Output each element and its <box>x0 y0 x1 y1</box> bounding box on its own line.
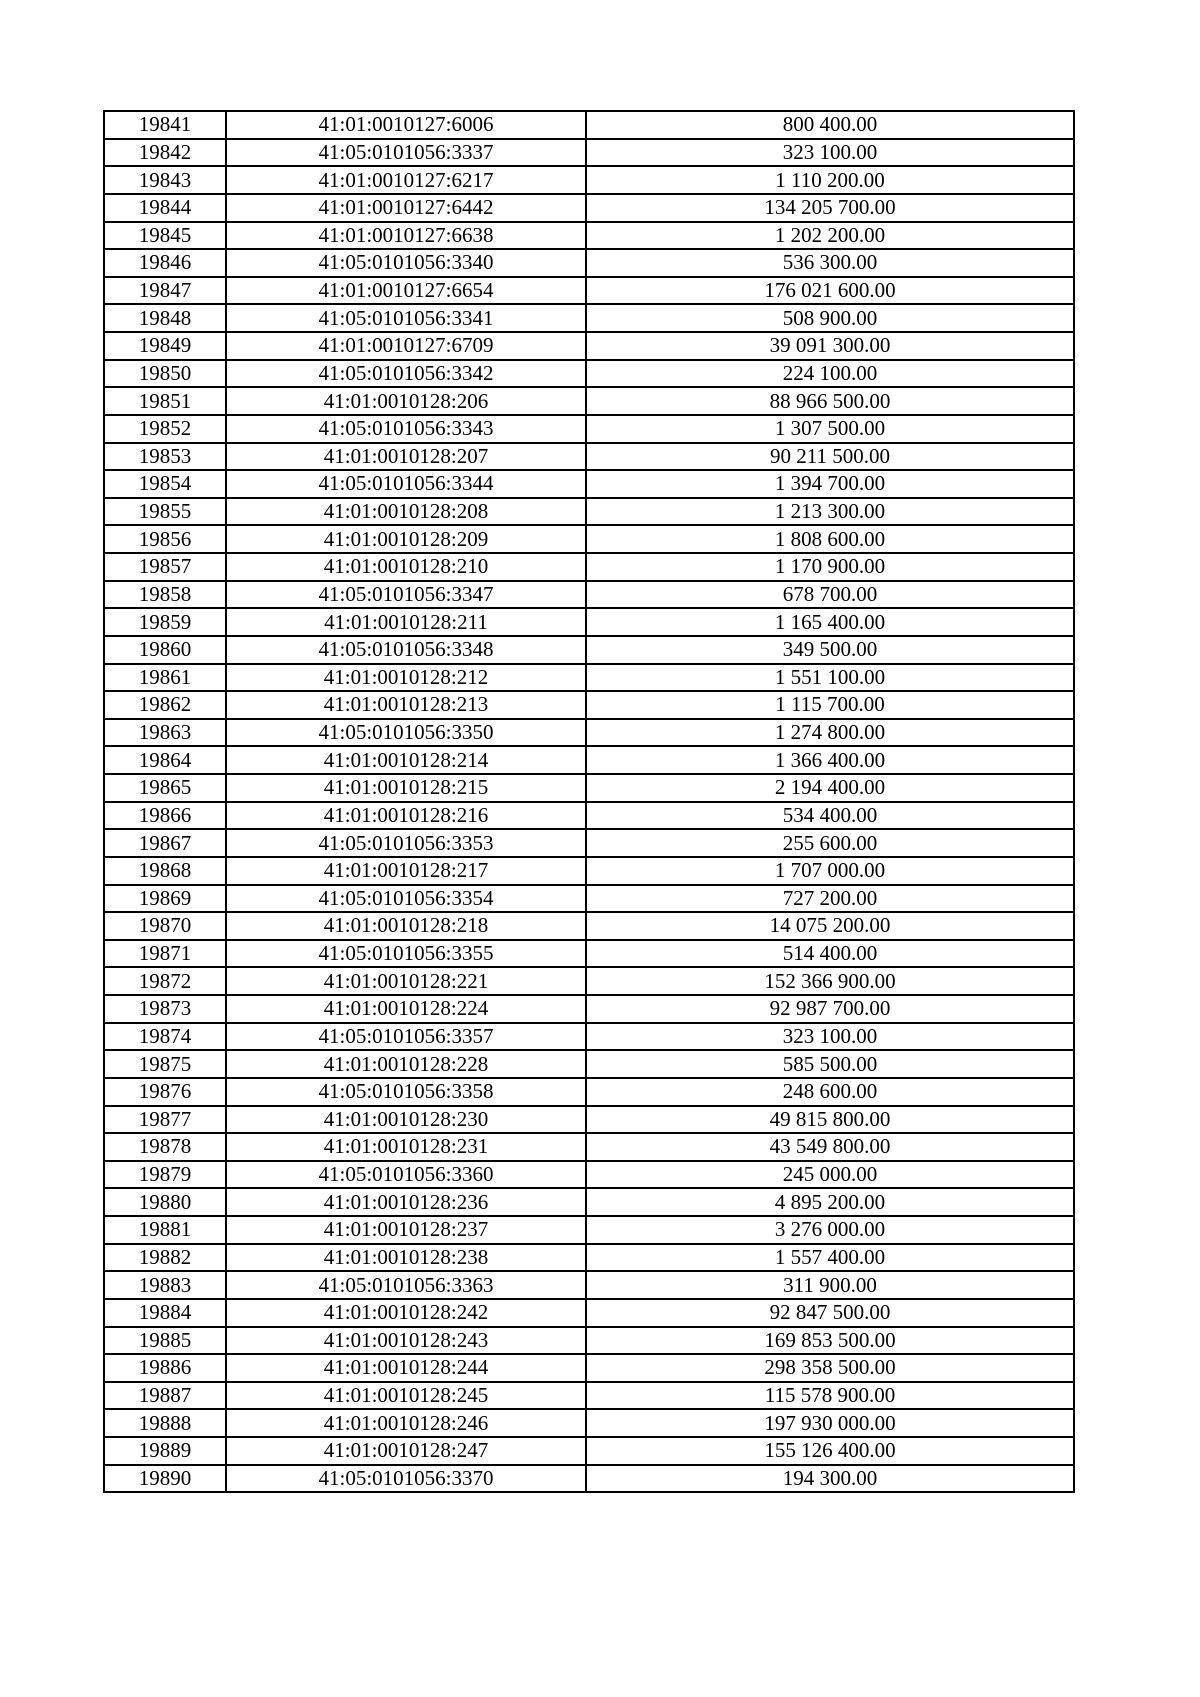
table-row <box>104 608 1074 636</box>
table-row <box>104 1161 1074 1189</box>
table-row <box>104 719 1074 747</box>
row-number-cell: 19873 <box>104 995 226 1023</box>
row-number-cell: 19851 <box>104 387 226 415</box>
table-row <box>104 691 1074 719</box>
table-row <box>104 1244 1074 1272</box>
cadastral-value-cell: 2 194 400.00 <box>586 774 1074 802</box>
table-row <box>104 1133 1074 1161</box>
cadastral-number-cell: 41:01:0010128:216 <box>226 802 586 830</box>
cadastral-value-cell: 534 400.00 <box>586 802 1074 830</box>
cadastral-number-cell: 41:05:0101056:3350 <box>226 719 586 747</box>
table-row <box>104 332 1074 360</box>
cadastral-value-cell: 39 091 300.00 <box>586 332 1074 360</box>
table-row <box>104 1409 1074 1437</box>
row-number-cell: 19857 <box>104 553 226 581</box>
table-row <box>104 166 1074 194</box>
cadastral-value-cell: 311 900.00 <box>586 1271 1074 1299</box>
cadastral-number-cell: 41:01:0010128:214 <box>226 746 586 774</box>
row-number-cell: 19878 <box>104 1133 226 1161</box>
row-number-cell: 19841 <box>104 111 226 139</box>
table-row <box>104 525 1074 553</box>
cadastral-number-cell: 41:05:0101056:3342 <box>226 360 586 388</box>
cadastral-value-cell: 1 115 700.00 <box>586 691 1074 719</box>
cadastral-number-cell: 41:01:0010128:213 <box>226 691 586 719</box>
cadastral-number-cell: 41:01:0010127:6006 <box>226 111 586 139</box>
cadastral-value-cell: 3 276 000.00 <box>586 1216 1074 1244</box>
table-row <box>104 1465 1074 1493</box>
table-row <box>104 1188 1074 1216</box>
cadastral-number-cell: 41:01:0010127:6217 <box>226 166 586 194</box>
cadastral-value-cell: 169 853 500.00 <box>586 1327 1074 1355</box>
table-row <box>104 912 1074 940</box>
cadastral-value-table <box>103 110 1075 1493</box>
cadastral-value-cell: 49 815 800.00 <box>586 1106 1074 1134</box>
table-row <box>104 1271 1074 1299</box>
cadastral-number-cell: 41:01:0010128:210 <box>226 553 586 581</box>
row-number-cell: 19849 <box>104 332 226 360</box>
table-row <box>104 1354 1074 1382</box>
cadastral-number-cell: 41:05:0101056:3360 <box>226 1161 586 1189</box>
cadastral-value-cell: 1 165 400.00 <box>586 608 1074 636</box>
cadastral-value-cell: 585 500.00 <box>586 1050 1074 1078</box>
table-row <box>104 415 1074 443</box>
row-number-cell: 19874 <box>104 1023 226 1051</box>
cadastral-number-cell: 41:01:0010128:228 <box>226 1050 586 1078</box>
cadastral-value-cell: 245 000.00 <box>586 1161 1074 1189</box>
cadastral-value-cell: 115 578 900.00 <box>586 1382 1074 1410</box>
cadastral-number-cell: 41:05:0101056:3370 <box>226 1465 586 1493</box>
cadastral-value-cell: 1 394 700.00 <box>586 470 1074 498</box>
row-number-cell: 19850 <box>104 360 226 388</box>
cadastral-number-cell: 41:05:0101056:3353 <box>226 829 586 857</box>
table-row <box>104 360 1074 388</box>
row-number-cell: 19852 <box>104 415 226 443</box>
row-number-cell: 19885 <box>104 1327 226 1355</box>
table-row <box>104 249 1074 277</box>
cadastral-number-cell: 41:01:0010128:243 <box>226 1327 586 1355</box>
cadastral-number-cell: 41:01:0010128:211 <box>226 608 586 636</box>
table-body <box>104 111 1074 1492</box>
table-row <box>104 139 1074 167</box>
cadastral-value-cell: 176 021 600.00 <box>586 277 1074 305</box>
row-number-cell: 19886 <box>104 1354 226 1382</box>
row-number-cell: 19882 <box>104 1244 226 1272</box>
cadastral-number-cell: 41:01:0010128:230 <box>226 1106 586 1134</box>
cadastral-value-cell: 14 075 200.00 <box>586 912 1074 940</box>
cadastral-number-cell: 41:05:0101056:3357 <box>226 1023 586 1051</box>
row-number-cell: 19879 <box>104 1161 226 1189</box>
cadastral-value-cell: 152 366 900.00 <box>586 967 1074 995</box>
cadastral-number-cell: 41:01:0010128:237 <box>226 1216 586 1244</box>
cadastral-value-cell: 508 900.00 <box>586 304 1074 332</box>
cadastral-number-cell: 41:05:0101056:3337 <box>226 139 586 167</box>
cadastral-value-cell: 1 170 900.00 <box>586 553 1074 581</box>
row-number-cell: 19846 <box>104 249 226 277</box>
cadastral-value-cell: 1 110 200.00 <box>586 166 1074 194</box>
row-number-cell: 19867 <box>104 829 226 857</box>
row-number-cell: 19890 <box>104 1465 226 1493</box>
cadastral-number-cell: 41:05:0101056:3343 <box>226 415 586 443</box>
row-number-cell: 19881 <box>104 1216 226 1244</box>
cadastral-value-cell: 1 202 200.00 <box>586 222 1074 250</box>
cadastral-value-cell: 4 895 200.00 <box>586 1188 1074 1216</box>
cadastral-value-cell: 678 700.00 <box>586 581 1074 609</box>
table-row <box>104 802 1074 830</box>
row-number-cell: 19875 <box>104 1050 226 1078</box>
cadastral-value-cell: 1 707 000.00 <box>586 857 1074 885</box>
row-number-cell: 19872 <box>104 967 226 995</box>
row-number-cell: 19845 <box>104 222 226 250</box>
row-number-cell: 19854 <box>104 470 226 498</box>
row-number-cell: 19870 <box>104 912 226 940</box>
table-row <box>104 1050 1074 1078</box>
cadastral-value-cell: 323 100.00 <box>586 139 1074 167</box>
cadastral-number-cell: 41:01:0010128:217 <box>226 857 586 885</box>
row-number-cell: 19858 <box>104 581 226 609</box>
cadastral-number-cell: 41:01:0010128:208 <box>226 498 586 526</box>
row-number-cell: 19847 <box>104 277 226 305</box>
cadastral-number-cell: 41:01:0010128:224 <box>226 995 586 1023</box>
row-number-cell: 19887 <box>104 1382 226 1410</box>
cadastral-number-cell: 41:01:0010128:221 <box>226 967 586 995</box>
cadastral-value-cell: 197 930 000.00 <box>586 1409 1074 1437</box>
cadastral-value-cell: 92 847 500.00 <box>586 1299 1074 1327</box>
cadastral-number-cell: 41:05:0101056:3355 <box>226 940 586 968</box>
cadastral-number-cell: 41:01:0010128:247 <box>226 1437 586 1465</box>
cadastral-value-cell: 1 274 800.00 <box>586 719 1074 747</box>
table-row <box>104 636 1074 664</box>
cadastral-value-cell: 298 358 500.00 <box>586 1354 1074 1382</box>
cadastral-number-cell: 41:01:0010127:6638 <box>226 222 586 250</box>
row-number-cell: 19884 <box>104 1299 226 1327</box>
table-row <box>104 746 1074 774</box>
table-row <box>104 857 1074 885</box>
cadastral-number-cell: 41:05:0101056:3347 <box>226 581 586 609</box>
cadastral-value-cell: 43 549 800.00 <box>586 1133 1074 1161</box>
cadastral-number-cell: 41:01:0010127:6709 <box>226 332 586 360</box>
cadastral-value-cell: 1 366 400.00 <box>586 746 1074 774</box>
cadastral-number-cell: 41:01:0010128:215 <box>226 774 586 802</box>
cadastral-value-cell: 800 400.00 <box>586 111 1074 139</box>
cadastral-number-cell: 41:05:0101056:3340 <box>226 249 586 277</box>
cadastral-number-cell: 41:01:0010128:246 <box>226 1409 586 1437</box>
cadastral-value-cell: 349 500.00 <box>586 636 1074 664</box>
cadastral-value-cell: 727 200.00 <box>586 885 1074 913</box>
cadastral-number-cell: 41:01:0010127:6654 <box>226 277 586 305</box>
row-number-cell: 19842 <box>104 139 226 167</box>
table-row <box>104 1078 1074 1106</box>
table-row <box>104 581 1074 609</box>
cadastral-number-cell: 41:05:0101056:3344 <box>226 470 586 498</box>
table-row <box>104 387 1074 415</box>
cadastral-value-cell: 224 100.00 <box>586 360 1074 388</box>
cadastral-value-cell: 92 987 700.00 <box>586 995 1074 1023</box>
row-number-cell: 19853 <box>104 443 226 471</box>
row-number-cell: 19883 <box>104 1271 226 1299</box>
cadastral-number-cell: 41:01:0010128:218 <box>226 912 586 940</box>
cadastral-number-cell: 41:01:0010128:207 <box>226 443 586 471</box>
table-row <box>104 1437 1074 1465</box>
cadastral-value-cell: 88 966 500.00 <box>586 387 1074 415</box>
cadastral-value-cell: 155 126 400.00 <box>586 1437 1074 1465</box>
table-row <box>104 829 1074 857</box>
cadastral-value-cell: 1 808 600.00 <box>586 525 1074 553</box>
table-row <box>104 1106 1074 1134</box>
cadastral-value-cell: 90 211 500.00 <box>586 443 1074 471</box>
row-number-cell: 19869 <box>104 885 226 913</box>
table-row <box>104 1023 1074 1051</box>
table-row <box>104 1382 1074 1410</box>
table-row <box>104 222 1074 250</box>
cadastral-number-cell: 41:01:0010128:238 <box>226 1244 586 1272</box>
table-row <box>104 443 1074 471</box>
cadastral-value-cell: 1 213 300.00 <box>586 498 1074 526</box>
cadastral-value-cell: 255 600.00 <box>586 829 1074 857</box>
cadastral-number-cell: 41:05:0101056:3341 <box>226 304 586 332</box>
cadastral-value-cell: 194 300.00 <box>586 1465 1074 1493</box>
row-number-cell: 19880 <box>104 1188 226 1216</box>
row-number-cell: 19844 <box>104 194 226 222</box>
cadastral-number-cell: 41:01:0010127:6442 <box>226 194 586 222</box>
table-row <box>104 111 1074 139</box>
row-number-cell: 19848 <box>104 304 226 332</box>
cadastral-value-cell: 248 600.00 <box>586 1078 1074 1106</box>
row-number-cell: 19861 <box>104 664 226 692</box>
table-row <box>104 304 1074 332</box>
cadastral-number-cell: 41:05:0101056:3358 <box>226 1078 586 1106</box>
table-row <box>104 1299 1074 1327</box>
cadastral-value-cell: 134 205 700.00 <box>586 194 1074 222</box>
cadastral-number-cell: 41:05:0101056:3354 <box>226 885 586 913</box>
table-row <box>104 1216 1074 1244</box>
cadastral-number-cell: 41:01:0010128:231 <box>226 1133 586 1161</box>
table-row <box>104 967 1074 995</box>
row-number-cell: 19888 <box>104 1409 226 1437</box>
row-number-cell: 19865 <box>104 774 226 802</box>
row-number-cell: 19864 <box>104 746 226 774</box>
table-row <box>104 470 1074 498</box>
cadastral-value-cell: 323 100.00 <box>586 1023 1074 1051</box>
row-number-cell: 19868 <box>104 857 226 885</box>
row-number-cell: 19889 <box>104 1437 226 1465</box>
cadastral-number-cell: 41:05:0101056:3363 <box>226 1271 586 1299</box>
row-number-cell: 19843 <box>104 166 226 194</box>
row-number-cell: 19866 <box>104 802 226 830</box>
table-row <box>104 774 1074 802</box>
cadastral-number-cell: 41:05:0101056:3348 <box>226 636 586 664</box>
table-row <box>104 940 1074 968</box>
cadastral-number-cell: 41:01:0010128:206 <box>226 387 586 415</box>
cadastral-value-cell: 1 551 100.00 <box>586 664 1074 692</box>
table-row <box>104 664 1074 692</box>
row-number-cell: 19856 <box>104 525 226 553</box>
cadastral-value-cell: 1 557 400.00 <box>586 1244 1074 1272</box>
row-number-cell: 19862 <box>104 691 226 719</box>
table-row <box>104 885 1074 913</box>
table-row <box>104 995 1074 1023</box>
row-number-cell: 19876 <box>104 1078 226 1106</box>
row-number-cell: 19855 <box>104 498 226 526</box>
table-row <box>104 553 1074 581</box>
table-row <box>104 194 1074 222</box>
row-number-cell: 19863 <box>104 719 226 747</box>
cadastral-number-cell: 41:01:0010128:245 <box>226 1382 586 1410</box>
cadastral-number-cell: 41:01:0010128:236 <box>226 1188 586 1216</box>
cadastral-value-cell: 536 300.00 <box>586 249 1074 277</box>
row-number-cell: 19877 <box>104 1106 226 1134</box>
row-number-cell: 19860 <box>104 636 226 664</box>
cadastral-number-cell: 41:01:0010128:244 <box>226 1354 586 1382</box>
row-number-cell: 19871 <box>104 940 226 968</box>
table-row <box>104 277 1074 305</box>
cadastral-value-cell: 1 307 500.00 <box>586 415 1074 443</box>
cadastral-value-cell: 514 400.00 <box>586 940 1074 968</box>
cadastral-number-cell: 41:01:0010128:212 <box>226 664 586 692</box>
cadastral-number-cell: 41:01:0010128:209 <box>226 525 586 553</box>
table-row <box>104 498 1074 526</box>
cadastral-number-cell: 41:01:0010128:242 <box>226 1299 586 1327</box>
row-number-cell: 19859 <box>104 608 226 636</box>
table-row <box>104 1327 1074 1355</box>
